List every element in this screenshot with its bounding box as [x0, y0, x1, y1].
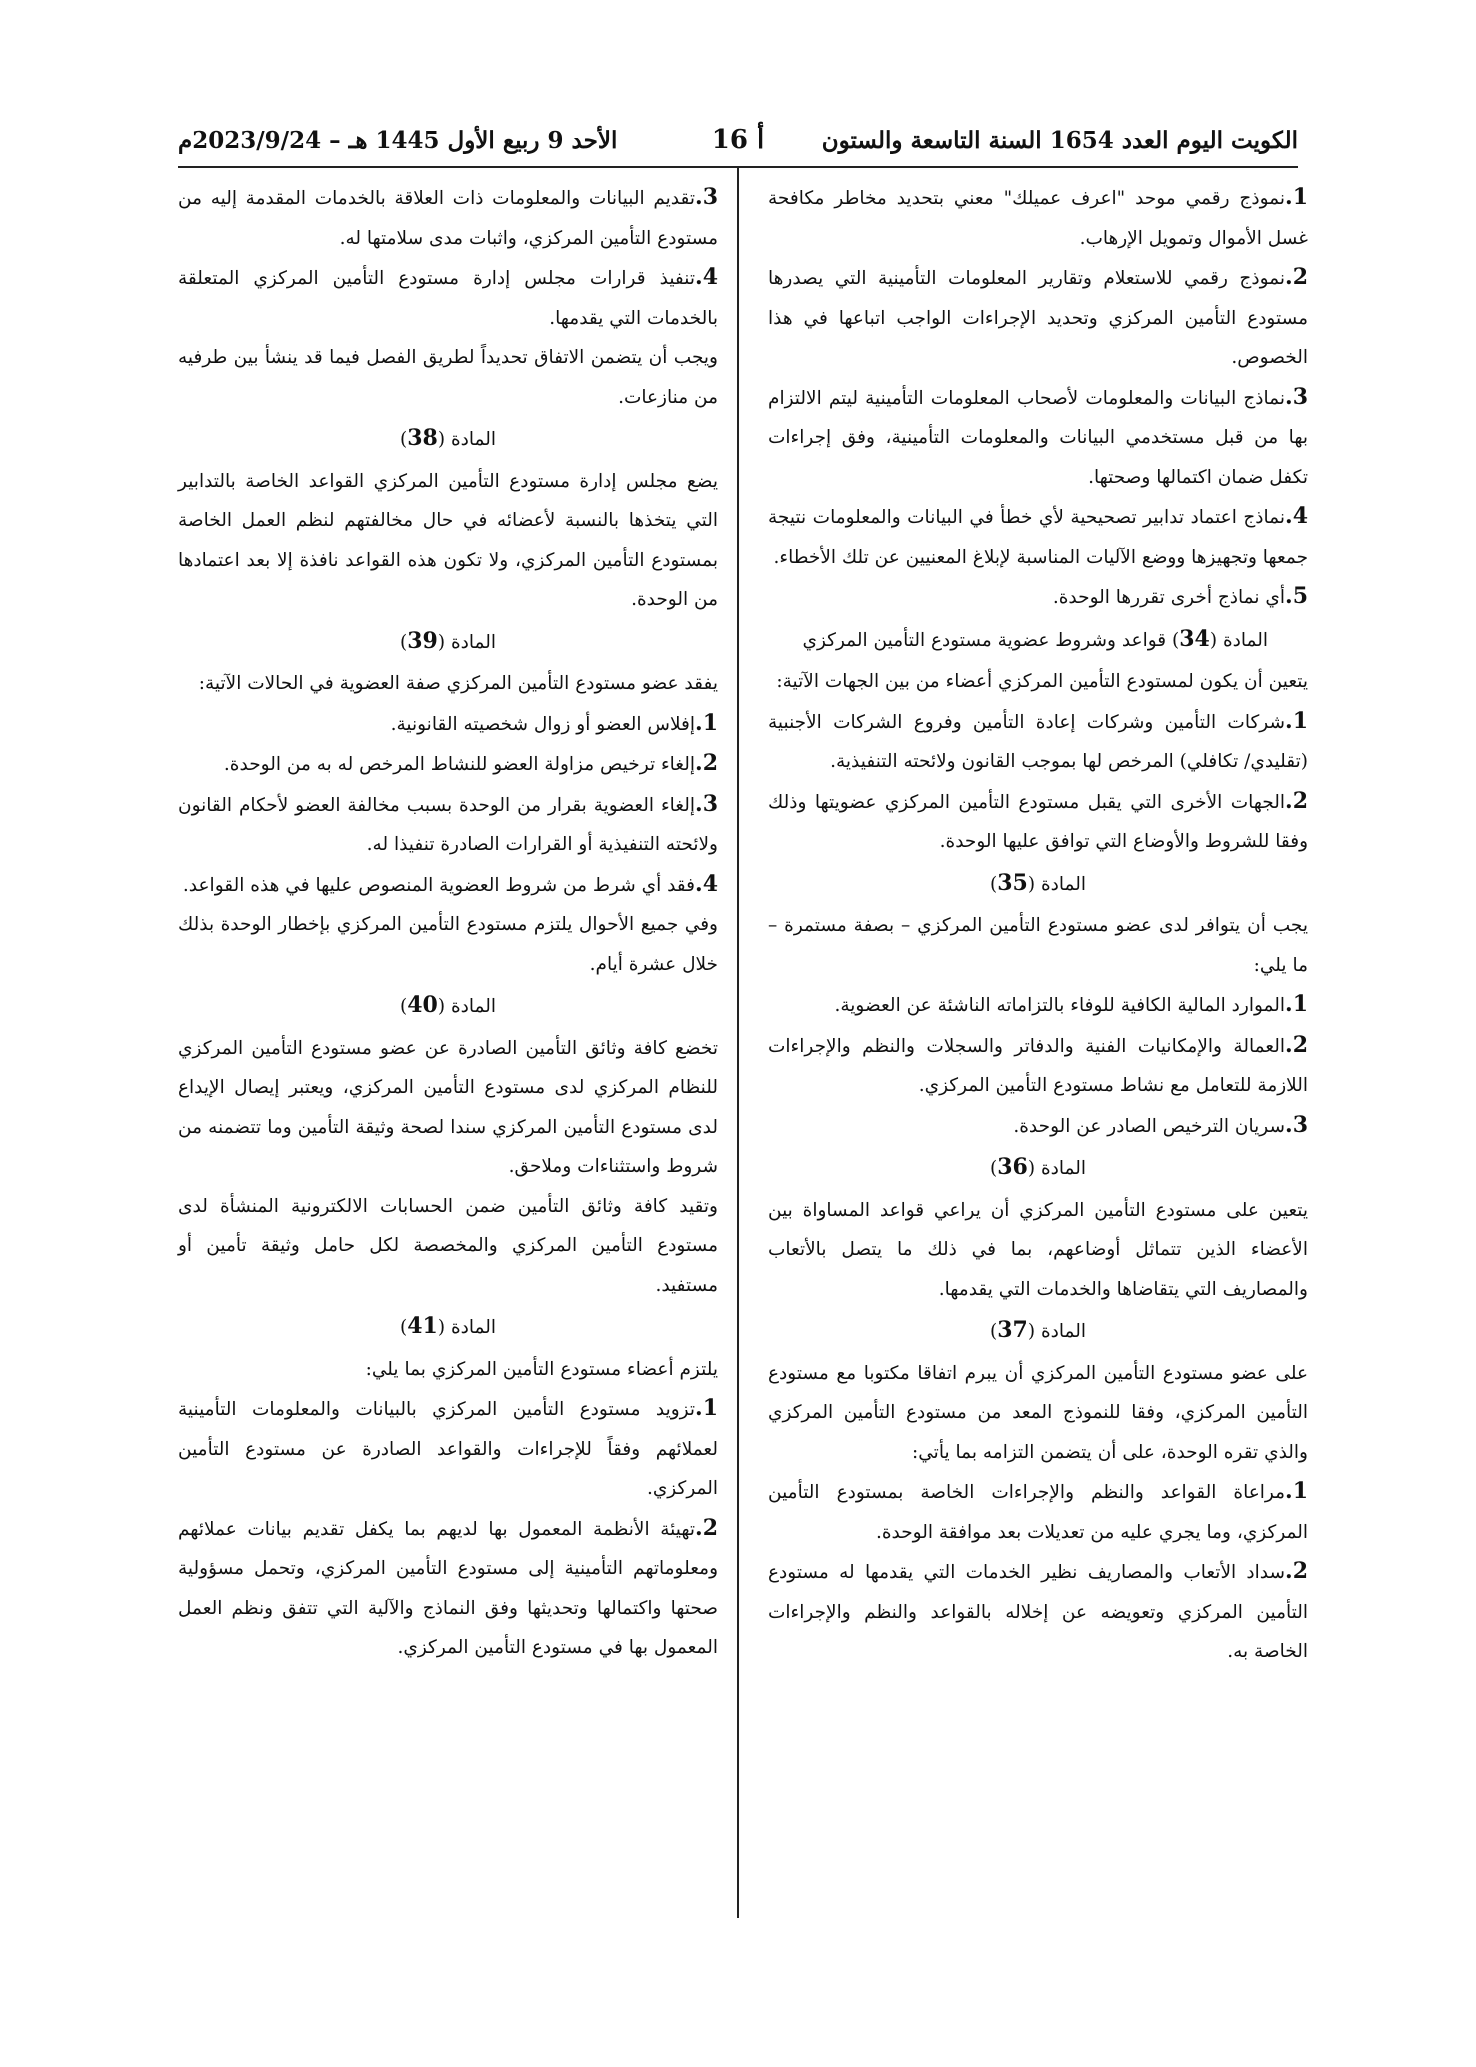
article-38-title: المادة (38): [400, 425, 496, 451]
article-40-paragraph-2: وتقيد كافة وثائق التأمين ضمن الحسابات الالكترونية المنشأة لدى مستودع التأمين المركزي والمخصصة لكل حامل وثيقة تأمين أو مستفيد.: [178, 1195, 718, 1296]
list-item: 3.سريان الترخيص الصادر عن الوحدة.: [1013, 1111, 1308, 1138]
article-37-intro: على عضو مستودع التأمين المركزي أن يبرم اتفاقا مكتوبا مع مستودع التأمين المركزي، وفقا للنموذج المعد من مستودع التأمين المركزي والذي تقره الوحدة، على أن يتضمن التزامه بما يأتي:: [768, 1362, 1308, 1463]
list-item: 1.الموارد المالية الكافية للوفاء بالتزاماته الناشئة عن العضوية.: [834, 991, 1308, 1017]
list-item: 1.شركات التأمين وشركات إعادة التأمين وفروع الشركات الأجنبية (تقليدي/ تكافلي) المرخص لها بموجب القانون ولائحته التنفيذية.: [768, 707, 1308, 772]
column-divider: [737, 168, 739, 1918]
article-35-title: المادة (35): [990, 869, 1086, 896]
list-item: 2.إلغاء ترخيص مزاولة العضو للنشاط المرخص له به من الوحدة.: [223, 750, 718, 776]
article-40-paragraph-1: تخضع كافة وثائق التأمين الصادرة عن عضو مستودع التأمين المركزي للنظام المركزي لدى مستودع التأمين المركزي، ويعتبر إيصال الإيداع لدى مستودع التأمين المركزي سندا لصحة وثيقة التأمين وما تتضمنه من شروط واستثناءات وملاحق.: [178, 1037, 718, 1177]
list-item: 2.نموذج رقمي للاستعلام وتقارير المعلومات التأمينية التي يصدرها مستودع التأمين المركزي وتحديد الإجراءات الواجب اتباعها في هذا الخصوص.: [768, 264, 1308, 368]
article-41-intro: يلتزم أعضاء مستودع التأمين المركزي بما يلي:: [365, 1358, 718, 1380]
article-37-tail: ويجب أن يتضمن الاتفاق تحديداً لطريق الفصل فيما قد ينشأ بين طرفيه من منازعات.: [178, 347, 718, 408]
page-header: [178, 118, 1298, 162]
article-39-intro: يفقد عضو مستودع التأمين المركزي صفة العضوية في الحالات الآتية:: [198, 673, 718, 694]
article-36-title: المادة (36): [990, 1154, 1086, 1180]
list-item: 1.نموذج رقمي موحد "اعرف عميلك" معني بتحديد مخاطر مكافحة غسل الأموال وتمويل الإرهاب.: [768, 184, 1308, 249]
list-item: 4.نماذج اعتماد تدابير تصحيحية لأي خطأ في البيانات والمعلومات نتيجة جمعها وتجهيزها ووضع الآليات المناسبة لإبلاغ المعنيين عن تلك الأخطاء.: [768, 503, 1308, 568]
list-item: 3.تقديم البيانات والمعلومات ذات العلاقة بالخدمات المقدمة إليه من مستودع التأمين المركزي، واثبات مدى سلامتها له.: [178, 184, 718, 249]
header-date: الأحد 9 ربيع الأول 1445 هـ – 2023/9/24م: [178, 126, 618, 154]
article-37-title: المادة (37): [990, 1317, 1086, 1343]
list-item: 3.نماذج البيانات والمعلومات لأصحاب المعلومات التأمينية ليتم الالتزام بها من قبل مستخدمي البيانات والمعلومات التأمينية، وفق إجراءات تكفل ضمان اكتمالها وصحتها.: [768, 383, 1308, 488]
article-36-text: يتعين على مستودع التأمين المركزي أن يراعي قواعد المساواة بين الأعضاء الذين تتماثل أوضاعهم، بما في ذلك ما يتصل بالأتعاب والمصاريف التي يتقاضاها والخدمات التي يقدمها.: [768, 1199, 1308, 1300]
list-item: 3.إلغاء العضوية بقرار من الوحدة بسبب مخالفة العضو لأحكام القانون ولائحته التنفيذية أو القرارات الصادرة تنفيذا له.: [178, 790, 718, 855]
list-item: 4.تنفيذ قرارات مجلس إدارة مستودع التأمين المركزي المتعلقة بالخدمات التي يقدمها.: [178, 264, 718, 329]
list-item: 1.تزويد مستودع التأمين المركزي بالبيانات والمعلومات التأمينية لعملائهم وفقاً للإجراءات والقواعد الصادرة عن مستودع التأمين المركزي.: [178, 1395, 718, 1499]
article-40-title: المادة (40): [400, 992, 496, 1018]
list-item: 1.مراعاة القواعد والنظم والإجراءات الخاصة بمستودع التأمين المركزي، وما يجري عليه من تعديلات بعد موافقة الوحدة.: [768, 1478, 1308, 1543]
list-item: 1.إفلاس العضو أو زوال شخصيته القانونية.: [390, 709, 718, 736]
article-38-text: يضع مجلس إدارة مستودع التأمين المركزي القواعد الخاصة بالتدابير التي يتخذها بالنسبة لأعضائه في حال مخالفتهم لنظم العمل الخاصة بمستودع التأمين المركزي، ولا تكون هذه القواعد نافذة إلا بعد اعتمادها من الوحدة.: [178, 470, 718, 610]
list-item: 2.تهيئة الأنظمة المعمول بها لديهم بما يكفل تقديم بيانات عملائهم ومعلوماتهم التأمينية إلى مستودع التأمين المركزي، وتحمل مسؤولية صحتها واكتمالها وتحديثها وفق النماذج والآلية التي تتفق ونظم العمل المعمول بها في مستودع التأمين المركزي.: [178, 1514, 718, 1658]
page-number: أ 16: [711, 125, 765, 155]
list-item: 5.أي نماذج أخرى تقررها الوحدة.: [1052, 583, 1308, 609]
article-39-title: المادة (39): [400, 627, 496, 654]
list-item: 2.سداد الأتعاب والمصاريف نظير الخدمات التي يقدمها له مستودع التأمين المركزي وتعويضه عن إخلاله بالقواعد والنظم والإجراءات الخاصة به.: [768, 1558, 1308, 1662]
article-35-intro: يجب أن يتوافر لدى عضو مستودع التأمين المركزي – بصفة مستمرة – ما يلي:: [768, 915, 1308, 976]
list-item: 2.الجهات الأخرى التي يقبل مستودع التأمين المركزي عضويتها وذلك وفقا للشروط والأوضاع التي توافق عليها الوحدة.: [768, 787, 1308, 852]
article-34-intro: يتعين أن يكون لمستودع التأمين المركزي أعضاء من بين الجهات الآتية:: [776, 671, 1308, 692]
header-gazette-info: الكويت اليوم العدد 1654 السنة التاسعة والستون: [821, 126, 1298, 154]
list-item: 4.فقد أي شرط من شروط العضوية المنصوص عليها في هذه القواعد.: [182, 870, 718, 897]
list-item: 2.العمالة والإمكانيات الفنية والدفاتر والسجلات والنظم والإجراءات اللازمة للتعامل مع نشاط مستودع التأمين المركزي.: [768, 1031, 1308, 1096]
article-39-tail: وفي جميع الأحوال يلتزم مستودع التأمين المركزي بإخطار الوحدة بذلك خلال عشرة أيام.: [178, 914, 718, 975]
right-column: [768, 178, 1308, 1672]
left-column: [178, 178, 718, 1668]
article-41-title: المادة (41): [400, 1313, 496, 1339]
article-34-title: المادة (34) قواعد وشروط عضوية مستودع التأمين المركزي: [802, 625, 1268, 652]
